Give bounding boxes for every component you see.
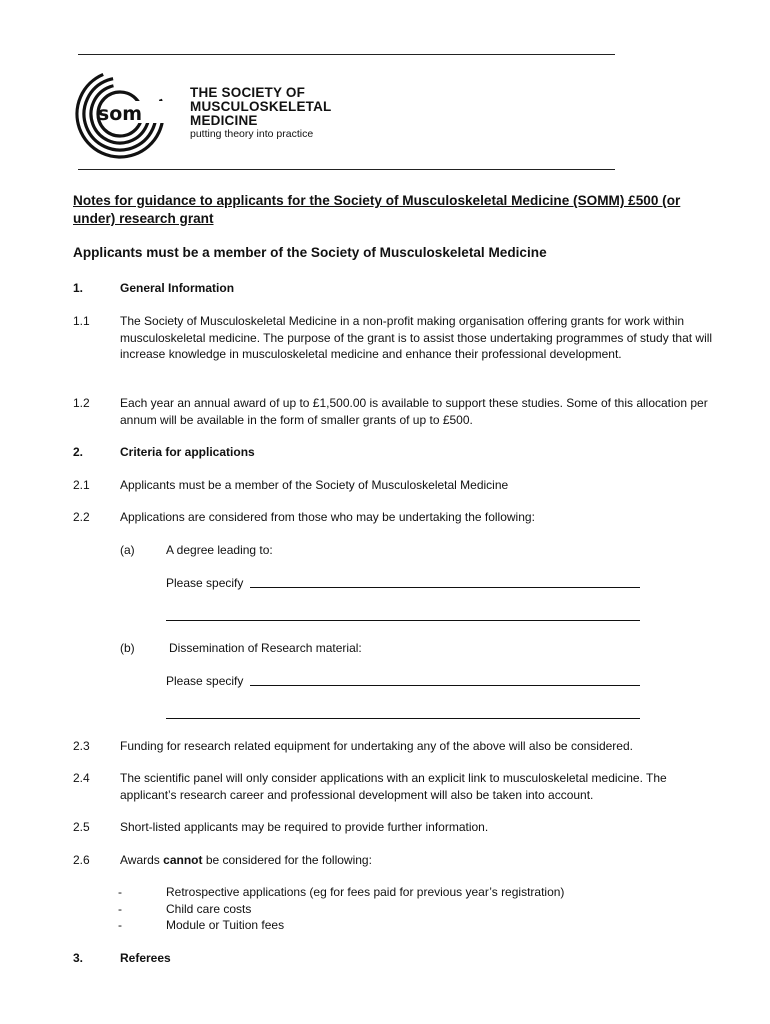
section-1-heading: General Information [120,281,235,295]
item-b-specify-label: Please specify [166,674,244,688]
section-2-5-number: 2.5 [73,820,90,834]
section-2-2-number: 2.2 [73,510,90,524]
section-2-6-text [120,852,720,869]
exclusion-2-dash: - [118,902,122,916]
section-1-1-text: The Society of Musculoskeletal Medicine in a non-profit making organisation offering grants for work within musculoskeletal medicine. The purpose of the grant is to assist those undertaking programmes of study that will increase knowledge in musculoskeletal medicine and enhance their professional development. [120,314,713,361]
somm-logo [74,68,178,160]
section-2-1-text: Applicants must be a member of the Society of Musculoskeletal Medicine [120,478,509,492]
item-b-text: Dissemination of Research material: [169,641,362,655]
org-name-line-3: MEDICINE [190,113,258,128]
item-a-specify-line-2[interactable] [166,620,640,621]
exclusion-3-text: Module or Tuition fees [166,918,285,932]
exclusion-3-dash: - [118,918,122,932]
section-2-6-text-bold: cannot [163,853,203,867]
section-1-1-number: 1.1 [73,314,90,328]
section-1-2-text: Each year an annual award of up to £1,500.00 is available to support these studies. Some of this allocation per annum will be available in the form of smaller grants of up to £500. [120,396,708,427]
section-3-heading: Referees [120,951,171,965]
section-2-6-text-after: be considered for the following: [202,853,372,867]
exclusion-1-text: Retrospective applications (eg for fees paid for previous year’s registration) [166,885,565,899]
item-a-label: (a) [120,543,135,557]
org-tagline: putting theory into practice [190,128,314,140]
item-a-specify-line-1[interactable] [250,587,640,588]
document-subtitle: Applicants must be a member of the Society of Musculoskeletal Medicine [73,245,547,260]
section-2-3-text: Funding for research related equipment for undertaking any of the above will also be considered. [120,739,633,753]
document-title: Notes for guidance to applicants for the Society of Musculoskeletal Medicine (SOMM) £500 (or under) research grant [73,193,681,226]
section-3-number: 3. [73,951,84,965]
item-b-label: (b) [120,641,135,655]
section-2-4-number: 2.4 [73,771,90,785]
section-1-2-number: 1.2 [73,396,90,410]
header-top-rule [78,54,615,55]
section-2-heading: Criteria for applications [120,445,255,459]
section-1-number: 1. [73,281,84,295]
header-bottom-rule [78,169,615,170]
org-name-line-2: MUSCULOSKELETAL [190,99,332,114]
org-name-line-1: THE SOCIETY OF [190,85,306,100]
logo-text: som [97,103,143,125]
item-b-specify-line-1[interactable] [250,685,640,686]
section-2-1-number: 2.1 [73,478,90,492]
section-2-number: 2. [73,445,84,459]
section-2-4-text: The scientific panel will only consider applications with an explicit link to musculoskeletal medicine. The applicant’s research career and professional development will also be taken into account. [120,771,667,802]
item-a-text: A degree leading to: [166,543,273,557]
section-2-6-text-before: Awards [120,853,164,867]
org-name [190,86,332,128]
section-2-2-text: Applications are considered from those who may be undertaking the following: [120,510,535,524]
item-b-specify-line-2[interactable] [166,718,640,719]
section-2-5-text: Short-listed applicants may be required to provide further information. [120,820,489,834]
section-2-3-number: 2.3 [73,739,90,753]
section-2-6-number: 2.6 [73,853,90,867]
item-a-specify-label: Please specify [166,576,244,590]
exclusion-1-dash: - [118,885,122,899]
exclusion-2-text: Child care costs [166,902,252,916]
